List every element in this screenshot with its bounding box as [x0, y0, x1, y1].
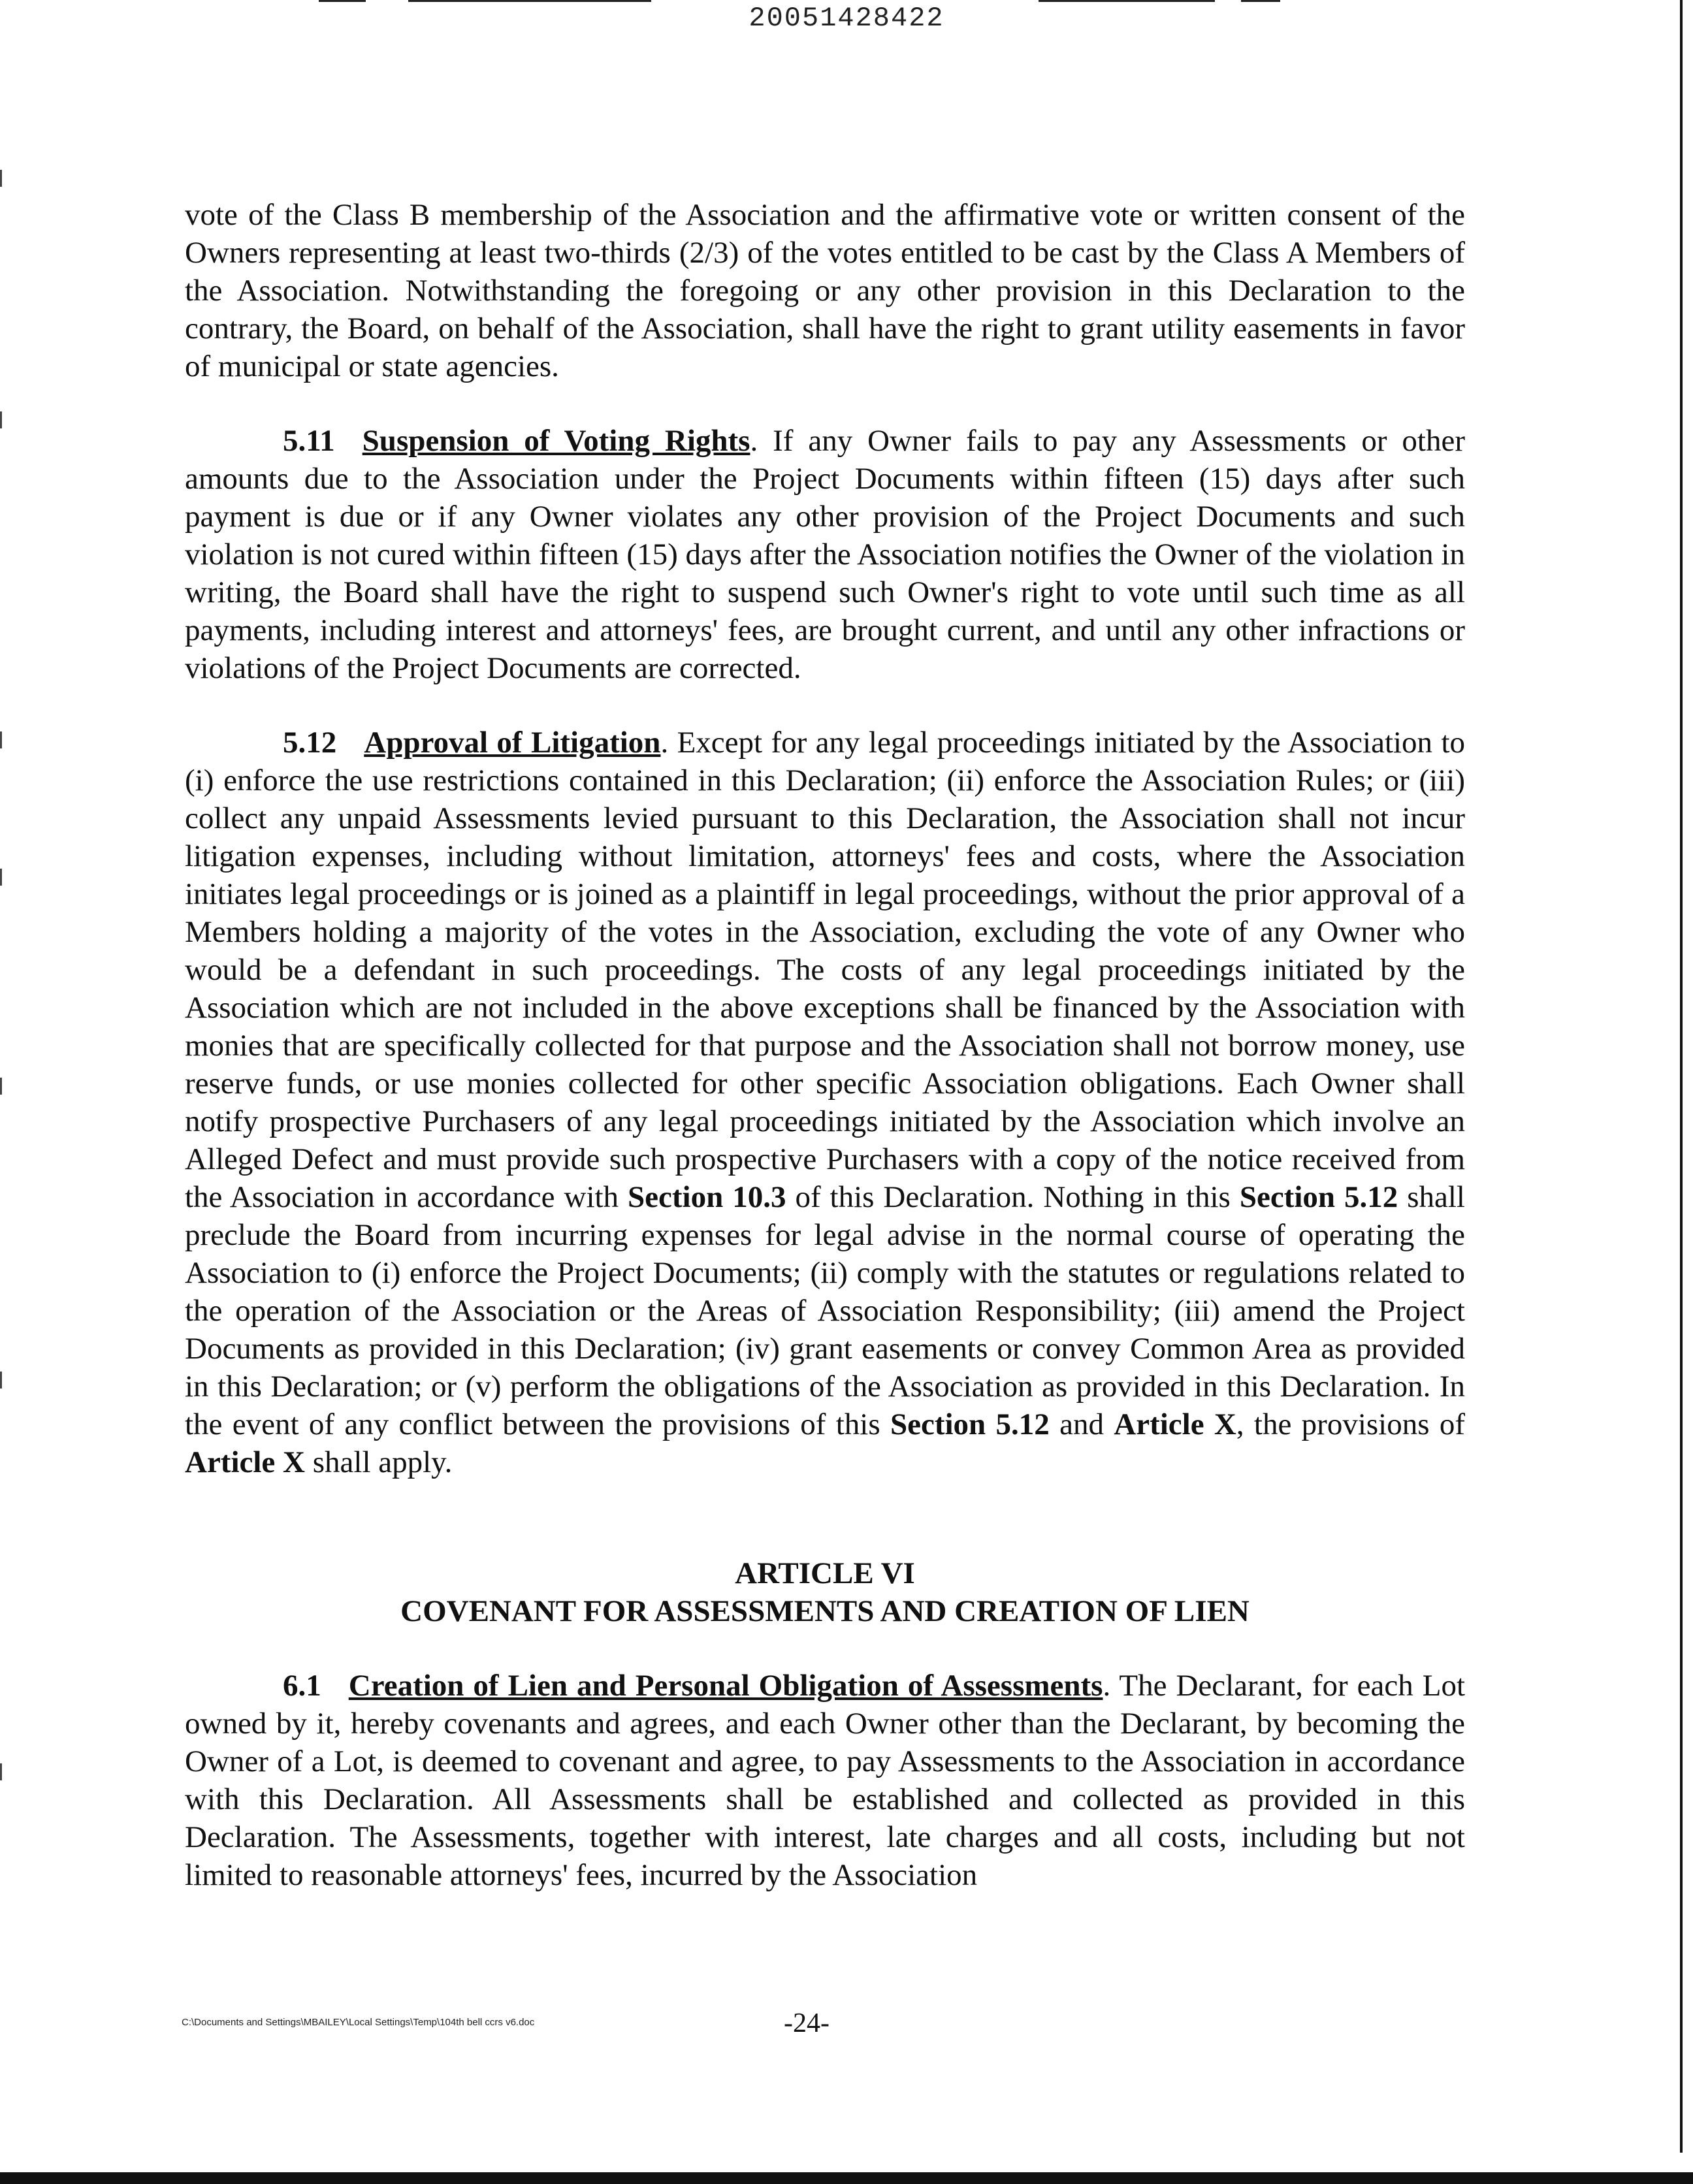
- section-number: 6.1: [283, 1669, 321, 1703]
- section-text: , the provisions of: [1236, 1407, 1465, 1441]
- section-text: shall apply.: [304, 1445, 453, 1479]
- section-text: . Except for any legal proceedings initiated by the Association to (i) enforce the use restrictions contained in this Declaration; (ii) enforce the Association Rules; or (iii) collect any unpaid Assessments levied pursuant to this Declaration, the Association shall not incur litigation expenses, including without limitation, attorneys' fees and costs, where the Association initiates legal proceedings or is joined as a plaintiff in legal proceedings, without the prior approval of a Members holding a majority of the votes in the Association, excluding the vote of any Owner who would be a defendant in such proceedings. The costs of any legal proceedings initiated by the Association which are not included in the above exceptions shall be financed by the Association with monies that are specifically collected for that purpose and the Association shall not borrow money, use reserve funds, or use monies collected for other specific Association obligations. Each Owner shall notify prospective Purchasers of any legal proceedings initiated by the Association which involve an Alleged Defect and must provide such prospective Purchasers with a copy of the notice received from the Association in accordance with: [185, 726, 1466, 1214]
- section-text: of this Declaration. Nothing in this: [786, 1180, 1240, 1214]
- section-text: shall preclude the Board from incurring expenses for legal advise in the normal course of operating the Association to (i) enforce the Project Documents; (ii) comply with the statutes or regulations related to the operation of the Association or the Areas of Association Responsibility; (iii) amend the Project Documents as provided in this Declaration; (iv) grant easements or convey Common Area as provided in this Declaration; or (v) perform the obligations of the Association as provided in this Declaration. In the event of any conflict between the provisions of this: [185, 1180, 1465, 1441]
- section-text: . If any Owner fails to pay any Assessments or other amounts due to the Association under the Project Documents within fifteen (15) days after such payment is due or if any Owner violates any other provision of the Project Documents and such violation is not cured within fifteen (15) days after the Association notifies the Owner of the violation in writing, the Board shall have the right to suspend such Owner's right to vote until such time as all payments, including interest and attorneys' fees, are brought current, and until any other infractions or violations of the Project Documents are corrected.: [185, 424, 1466, 685]
- scan-artifact: [0, 170, 2, 187]
- document-body: [185, 196, 1465, 1894]
- cross-reference: Article X: [1114, 1407, 1236, 1441]
- cross-reference: Section 5.12: [1239, 1180, 1398, 1214]
- paragraph-continuation: vote of the Class B membership of the Association and the affirmative vote or written consent of the Owners representing at least two-thirds (2/3) of the votes entitled to be cast by the Class A Members of the Association. Notwithstanding the foregoing or any other provision in this Declaration to the contrary, the Board, on behalf of the Association, shall have the right to grant utility easements in favor of municipal or state agencies.: [185, 198, 1465, 383]
- scan-artifact: [0, 869, 2, 886]
- scan-artifact: [0, 731, 2, 748]
- footer-file-path: C:\Documents and Settings\MBAILEY\Local Settings\Temp\104th bell ccrs v6.doc: [182, 2017, 535, 2028]
- scan-artifact: [1039, 0, 1215, 2]
- article-title: COVENANT FOR ASSESSMENTS AND CREATION OF LIEN: [400, 1594, 1250, 1628]
- document-number: 20051428422: [749, 3, 944, 34]
- section-number: 5.11: [283, 424, 335, 458]
- page-number: -24-: [784, 2008, 830, 2038]
- scan-artifact: [319, 0, 366, 2]
- section-text: and: [1049, 1407, 1114, 1441]
- article-number: ARTICLE VI: [735, 1556, 915, 1590]
- scan-artifact: [0, 1763, 2, 1780]
- cross-reference: Article X: [185, 1445, 305, 1479]
- scan-artifact: [0, 1078, 2, 1095]
- scan-artifact: [0, 1372, 2, 1389]
- section-text: . The Declarant, for each Lot owned by it, hereby covenants and agrees, and each Owner other than the Declarant, by becoming the Owner of a Lot, is deemed to covenant and agree, to pay Assessments to the Association in accordance with this Declaration. All Assessments shall be established and collected as provided in this Declaration. The Assessments, together with interest, late charges and all costs, including but not limited to reasonable attorneys' fees, incurred by the Association: [185, 1669, 1466, 1892]
- cross-reference: Section 10.3: [628, 1180, 786, 1214]
- section-title: Creation of Lien and Personal Obligation of Assessments: [348, 1669, 1103, 1703]
- section-5-12: [185, 724, 1465, 1481]
- scan-artifact: [0, 411, 2, 428]
- section-number: 5.12: [283, 726, 337, 760]
- scan-edge-right: [1680, 0, 1683, 2153]
- scan-edge-bottom: [0, 2172, 1693, 2184]
- cross-reference: Section 5.12: [890, 1407, 1050, 1441]
- scan-artifact: [1241, 0, 1280, 2]
- section-6-1: [185, 1667, 1465, 1894]
- section-title: Approval of Litigation: [364, 726, 661, 760]
- scan-artifact: [408, 0, 651, 2]
- section-title: Suspension of Voting Rights: [362, 424, 750, 458]
- article-heading: [185, 1554, 1465, 1630]
- section-5-11: [185, 422, 1465, 687]
